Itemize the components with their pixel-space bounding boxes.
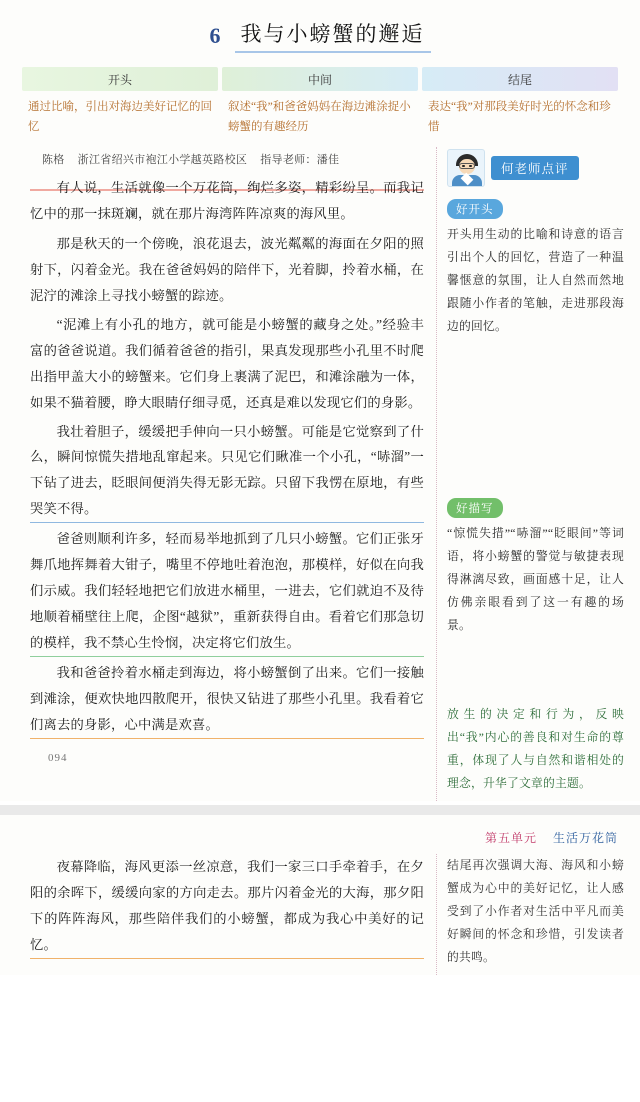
review-section-description	[447, 494, 624, 637]
review-spacer	[447, 344, 624, 494]
structure-head-opening: 开头	[22, 67, 218, 91]
structure-column-middle	[222, 67, 418, 137]
page-title	[0, 0, 640, 61]
structure-body-ending: 表达“我”对那段美好时光的怀念和珍惜	[428, 101, 611, 134]
teacher-review-header	[447, 147, 624, 195]
review-text-theme: 放生的决定和行为，反映出“我”内心的善良和对生命的尊重，体现了人与自然和谐相处的理念，升华了文章的主题。	[447, 707, 624, 791]
document-page-2	[0, 815, 640, 975]
article-paragraph: 夜幕降临，海风更添一丝凉意，我们一家三口手牵着手，在夕阳的余晖下，缓缓向家的方向走去。那片闪着金光的大海，那夕阳下的阵阵海风，那些陪伴我们的小螃蟹，都成为我心中美好的记忆。	[30, 854, 424, 959]
lesson-title: 我与小螃蟹的邂逅	[235, 18, 431, 53]
structure-body-opening: 通过比喻，引出对海边美好记忆的回忆	[28, 101, 212, 134]
structure-body-middle: 叙述“我”和爸爸妈妈在海边滩涂捉小螃蟹的有趣经历	[228, 101, 411, 134]
byline-school: 浙江省绍兴市袍江小学越英路校区	[77, 154, 248, 167]
structure-column-opening	[22, 67, 218, 137]
byline	[30, 147, 424, 175]
article-paragraph: “泥滩上有小孔的地方，就可能是小螃蟹的藏身之处。”经验丰富的爸爸说道。我们循着爸爸的指引，果真发现那些小孔里不时爬出指甲盖大小的螃蟹来。它们身上裹满了泥巴，和滩涂融为一体，如果不猫着腰，睁大眼睛仔细寻觅，还真是难以发现它们的身影。	[30, 316, 424, 410]
teacher-avatar-icon	[447, 149, 485, 187]
article-paragraph: 我和爸爸拎着水桶走到海边，将小螃蟹倒了出来。它们一接触到滩涂，便欢快地四散爬开，很快又钻进了那些小孔里。我看着它们离去的身影，心中满是欢喜。	[30, 660, 424, 739]
page-number: 094	[48, 751, 68, 764]
page2-review-column	[436, 854, 624, 975]
structure-column-ending	[422, 67, 618, 137]
article-body	[0, 143, 640, 801]
unit-title: 生活万花筒	[552, 831, 618, 846]
review-section-opening	[447, 195, 624, 338]
teacher-review-column	[436, 147, 624, 801]
article-paragraph: 有人说，生活就像一个万花筒，绚烂多姿，精彩纷呈。而我记忆中的那一抹斑斓，就在那片海湾阵阵凉爽的海风里。	[30, 175, 424, 228]
article-paragraph: 那是秋天的一个傍晚，浪花退去，波光粼粼的海面在夕阳的照射下，闪着金光。我在爸爸妈妈的陪伴下，光着脚，拎着水桶，在泥泞的滩涂上寻找小螃蟹的踪迹。	[30, 236, 424, 303]
review-text-ending: 结尾再次强调大海、海风和小螃蟹成为心中的美好记忆，让人感受到了小作者对生活中平凡而美好瞬间的怀念和珍惜，引发读者的共鸣。	[447, 858, 624, 965]
structure-head-middle: 中间	[222, 67, 418, 91]
page-divider	[0, 805, 640, 815]
unit-header	[0, 825, 640, 852]
article-paragraph: 我壮着胆子，缓缓把手伸向一只小螃蟹。可能是它觉察到了什么，瞬间惊慌失措地乱窜起来。只见它们瞅准一个小孔，“哧溜”一下钻了进去，眨眼间便消失得无影无踪。只留下我愣在原地，有些哭笑不得。	[30, 419, 424, 524]
review-text-opening: 开头用生动的比喻和诗意的语言引出个人的回忆，营造了一种温馨惬意的氛围，让人自然而然地跟随小作者的笔触，走进那段海边的回忆。	[447, 227, 624, 334]
page2-text-column	[16, 854, 436, 975]
unit-number: 第五单元	[484, 831, 537, 846]
article-paragraph: 爸爸则顺利许多，轻而易举地抓到了几只小螃蟹。它们正张牙舞爪地挥舞着大钳子，嘴里不停地吐着泡泡，那模样，好似在向我们示威。我们轻轻地把它们放进水桶里，一进去，它们就迫不及待地顺着桶壁往上爬，企图“越狱”，重新获得自由。看着它们那急切的模样，我不禁心生怜悯，决定将它们放生。	[30, 526, 424, 657]
teacher-review-tag: 何老师点评	[491, 156, 579, 180]
review-section-theme	[447, 703, 624, 795]
byline-author: 陈格	[42, 154, 65, 167]
article-text-column	[16, 147, 436, 801]
review-text-description: “惊慌失措”“哧溜”“眨眼间”等词语，将小螃蟹的警觉与敏捷表现得淋漓尽致，画面感十足，让人仿佛亲眼看到了这一有趣的场景。	[447, 526, 624, 633]
structure-head-ending: 结尾	[422, 67, 618, 91]
structure-outline	[0, 61, 640, 143]
byline-teacher: 指导老师：潘佳	[260, 154, 340, 167]
page2-body	[0, 852, 640, 975]
lesson-number: 6	[209, 22, 221, 48]
review-label-description: 好描写	[447, 498, 503, 518]
review-label-opening: 好开头	[447, 199, 503, 219]
review-spacer	[447, 643, 624, 703]
